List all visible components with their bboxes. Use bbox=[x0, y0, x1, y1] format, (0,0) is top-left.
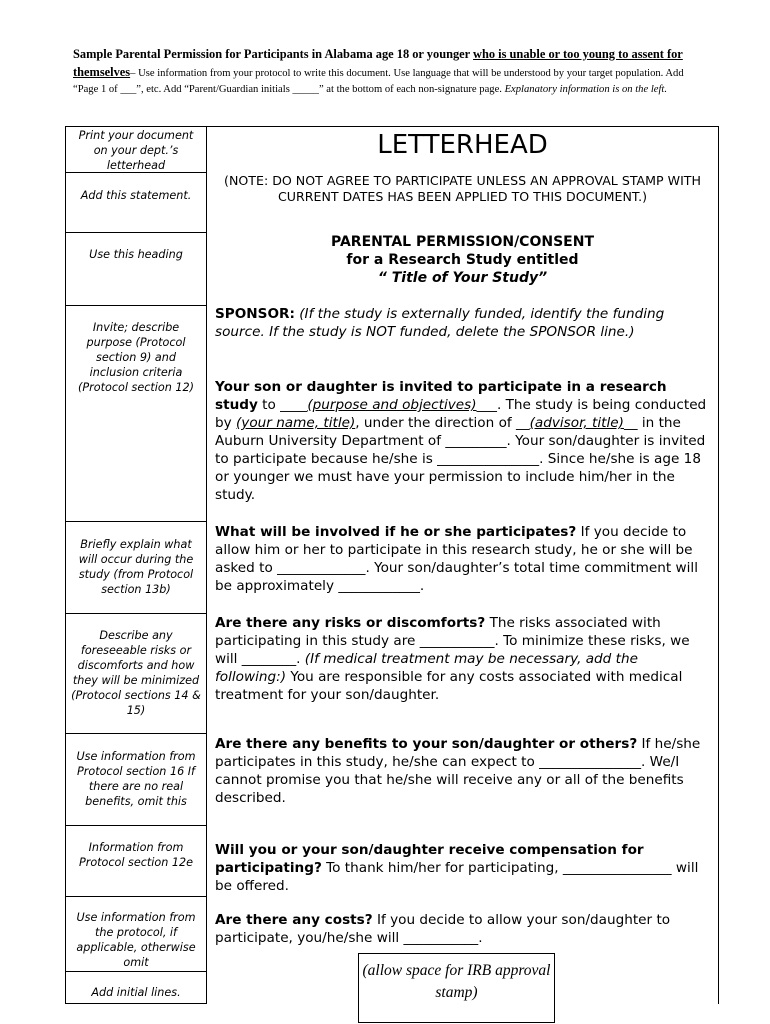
benefits-question: Are there any benefits to your son/daughter or others? bbox=[215, 736, 638, 752]
sponsor-text: (If the study is externally funded, identify the funding source. If the study is NOT funded, delete the SPONSOR line.) bbox=[215, 306, 665, 340]
side-note-heading: Use this heading bbox=[65, 233, 207, 306]
side-note-initials: Add initial lines. bbox=[65, 972, 207, 1004]
benefits-text: If he/she participates in this study, he/she can expect to _______________. We/I cannot promise you that he/she will receive any or all of the benefits described. bbox=[215, 736, 701, 806]
invite-question: Your son or daughter is invited to participate in a research study bbox=[215, 379, 667, 413]
advisor-placeholder: (advisor, title) bbox=[529, 415, 624, 431]
intro-explanatory: Explanatory information is on the left. bbox=[504, 84, 668, 95]
side-note-benefits: Use information from Protocol section 16 If there are no real benefits, omit this bbox=[65, 734, 207, 826]
risks-paragraph bbox=[215, 614, 712, 704]
document-heading bbox=[207, 233, 718, 287]
risks-text-1: The risks associated with participating in this study are ___________. To minimize these risks, we will ________. bbox=[215, 615, 690, 667]
irb-stamp-box: (allow space for IRB approval stamp) bbox=[358, 953, 555, 1023]
explanation-column bbox=[65, 126, 207, 1004]
heading-study-title: “ Title of Your Study” bbox=[377, 270, 548, 286]
involved-paragraph bbox=[215, 523, 712, 595]
heading-line-1: PARENTAL PERMISSION/CONSENT bbox=[331, 234, 594, 250]
involved-text: If you decide to allow him or her to participate in this research study, he or she will be asked to _____________. Your son/daughter’s total time commitment will be approximately ____________. bbox=[215, 524, 698, 594]
name-placeholder: (your name, title) bbox=[236, 415, 356, 431]
risks-text-2: You are responsible for any costs associated with medical treatment for your son/daughter. bbox=[215, 669, 683, 703]
sponsor-paragraph bbox=[215, 305, 712, 341]
benefits-paragraph bbox=[215, 735, 712, 807]
costs-paragraph bbox=[215, 911, 712, 947]
compensation-paragraph bbox=[215, 841, 712, 895]
frame-right-border bbox=[718, 126, 719, 1004]
compensation-text: To thank him/her for participating, ________________ will be offered. bbox=[215, 860, 699, 894]
side-note-compensation: Information from Protocol section 12e bbox=[65, 826, 207, 897]
side-note-letterhead: Print your document on your dept.’s letterhead bbox=[65, 126, 207, 173]
side-note-involved: Briefly explain what will occur during the study (from Protocol section 13b) bbox=[65, 522, 207, 614]
involved-question: What will be involved if he or she participates? bbox=[215, 524, 577, 540]
compensation-question: Will you or your son/daughter receive compensation for participating? bbox=[215, 842, 644, 876]
side-note-invite: Invite; describe purpose (Protocol section 9) and inclusion criteria (Protocol section 12) bbox=[65, 306, 207, 522]
intro-title: Sample Parental Permission for Participants in Alabama age 18 or younger bbox=[73, 47, 474, 61]
costs-text: If you decide to allow your son/daughter to participate, you/he/she will ___________. bbox=[215, 912, 671, 946]
side-note-statement: Add this statement. bbox=[65, 173, 207, 233]
costs-question: Are there any costs? bbox=[215, 912, 373, 928]
heading-line-2: for a Research Study entitled bbox=[346, 252, 579, 268]
sponsor-label: SPONSOR: bbox=[215, 306, 295, 322]
invite-paragraph bbox=[215, 378, 712, 504]
intro-instructions bbox=[73, 46, 703, 98]
invite-text-4: __ in the Auburn University Department of _________. Your son/daughter is invited to participate because he/she is _______________. Since he/she is age 18 or younger we must have your permission to include him/her in the study. bbox=[215, 415, 706, 503]
intro-body: – Use information from your protocol to write this document. Use language that will be understood by your target population. Add “Page 1 of ___”, etc. Add “Parent/Guardian initials _____” at the bottom of each non-signature page. bbox=[73, 68, 684, 95]
invite-text-2: ___. The study is being conducted by bbox=[215, 397, 707, 431]
intro-title-underlined: who is unable or too young to assent for themselves bbox=[73, 47, 683, 79]
invite-text-1: to ____ bbox=[257, 397, 308, 413]
side-note-costs: Use information from the protocol, if applicable, otherwise omit bbox=[65, 897, 207, 972]
purpose-placeholder: (purpose and objectives) bbox=[307, 397, 477, 413]
side-note-risks: Describe any foreseeable risks or discomforts and how they will be minimized (Protocol sections 14 & 15) bbox=[65, 614, 207, 734]
invite-text-3: , under the direction of __ bbox=[355, 415, 530, 431]
medical-note: (If medical treatment may be necessary, add the following:) bbox=[215, 651, 638, 685]
approval-note: (NOTE: DO NOT AGREE TO PARTICIPATE UNLESS AN APPROVAL STAMP WITH CURRENT DATES HAS BEEN APPLIED TO THIS DOCUMENT.) bbox=[224, 173, 701, 204]
risks-question: Are there any risks or discomforts? bbox=[215, 615, 486, 631]
letterhead-title: LETTERHEAD bbox=[377, 130, 548, 160]
